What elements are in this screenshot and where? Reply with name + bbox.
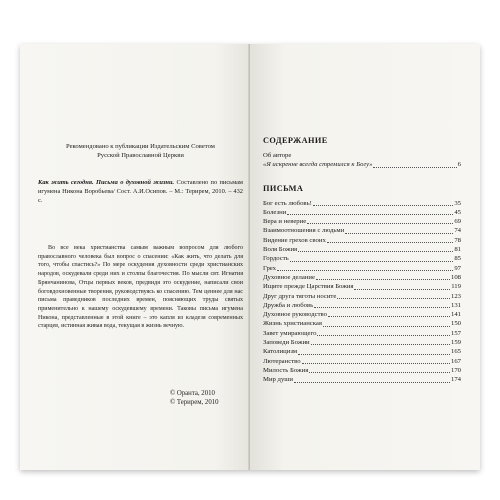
toc-item-title: Видение грехов своих: [263, 236, 326, 244]
toc-item-page: 6: [457, 161, 461, 169]
toc-item-page: 119: [451, 283, 461, 291]
toc-item: [263, 347, 461, 356]
leader-dots: [345, 233, 453, 234]
toc-item-title: Католицизм: [263, 348, 298, 356]
toc-item: [263, 292, 461, 301]
toc-item-title: Бог есть любовь!: [263, 199, 312, 207]
toc-item-title: Духовное делание: [263, 273, 315, 281]
toc-item-title: Грех: [263, 264, 277, 272]
leader-dots: [290, 261, 454, 262]
copyright-block: [170, 389, 219, 407]
toc-item-page: 170: [450, 366, 461, 374]
leader-dots: [337, 298, 450, 299]
toc-item-title: Болезни: [263, 208, 287, 216]
toc-item-title: Об авторе: [263, 152, 292, 159]
toc-item-title: Воля Божия: [263, 246, 298, 254]
leader-dots: [298, 354, 450, 355]
leader-dots: [311, 344, 450, 345]
toc-item-page: 81: [454, 246, 461, 254]
leader-dots: [277, 270, 453, 271]
approval-line: Рекомендовано к публикации Издательским Советом: [66, 143, 215, 150]
toc-item-author-quote: [263, 160, 461, 169]
left-page: [20, 44, 250, 470]
toc-item: [263, 236, 461, 245]
letters-list: [263, 199, 461, 385]
toc-item: [263, 310, 461, 319]
toc-item-title: Духовное руководство: [263, 311, 328, 319]
toc-item: [263, 273, 461, 282]
toc-item: [263, 338, 461, 347]
toc-item-page: 159: [450, 339, 461, 347]
toc-item-page: 97: [454, 264, 461, 272]
toc-item: [263, 254, 461, 263]
leader-dots: [307, 223, 453, 224]
toc-item-page: 174: [450, 376, 461, 384]
leader-dots: [373, 167, 456, 168]
toc-item-title: Милость Божия: [263, 366, 309, 374]
table-of-contents: [263, 136, 461, 385]
toc-item: [263, 301, 461, 310]
leader-dots: [294, 382, 450, 383]
toc-item-page: 108: [450, 273, 461, 281]
leader-dots: [327, 242, 454, 243]
toc-item: [263, 245, 461, 254]
toc-item-about-author: [263, 151, 461, 160]
toc-item-page: 78: [454, 236, 461, 244]
toc-item-page: 165: [450, 348, 461, 356]
toc-item-title: Гордость: [263, 255, 289, 263]
copyright-line: © Оранта, 2010: [170, 390, 215, 397]
leader-dots: [287, 214, 453, 215]
toc-item-page: 35: [454, 199, 461, 207]
toc-item: [263, 366, 461, 375]
toc-item-page: 150: [450, 320, 461, 328]
leader-dots: [316, 279, 450, 280]
toc-item: [263, 208, 461, 217]
toc-item-title: Вера и неверие: [263, 218, 307, 226]
toc-item-page: 74: [454, 227, 461, 235]
toc-item-page: 131: [450, 301, 461, 309]
toc-item-page: 167: [450, 357, 461, 365]
toc-item-title: Друг друга тяготы носите: [263, 292, 337, 300]
copyright-line: © Терирем, 2010: [170, 399, 219, 406]
toc-item-title: Завет умирающего: [263, 329, 317, 337]
toc-item-title: Взаимоотношения с людьми: [263, 227, 345, 235]
toc-item-page: 85: [454, 255, 461, 263]
toc-item: [263, 199, 461, 208]
leader-dots: [354, 289, 450, 290]
letters-heading: ПИСЬМА: [263, 183, 304, 193]
leader-dots: [328, 316, 450, 317]
leader-dots: [298, 251, 453, 252]
toc-item: [263, 357, 461, 366]
toc-item-page: 157: [450, 329, 461, 337]
toc-item-title: Мир души: [263, 376, 294, 384]
toc-item-page: 141: [450, 311, 461, 319]
book-title: Как жить сегодня. Письма о духовной жизни.: [38, 179, 175, 186]
toc-item: [263, 329, 461, 338]
toc-item: [263, 264, 461, 273]
toc-item-page: 45: [454, 208, 461, 216]
toc-item: [263, 217, 461, 226]
toc-item-page: 123: [450, 292, 461, 300]
leader-dots: [323, 326, 450, 327]
bibliographic-details: Составлено по письмам игумена Никона Воробьева/ Сост. А.И.Осипов. – М.: Терирем, 2010. – 432 с.: [38, 179, 243, 204]
leader-dots: [313, 205, 453, 206]
toc-item: [263, 282, 461, 291]
toc-item-title: Ищите прежде Царствия Божия: [263, 283, 354, 291]
toc-item: [263, 319, 461, 328]
toc-item-title: Заповеди Божии: [263, 339, 310, 347]
leader-dots: [317, 335, 450, 336]
publication-approval: [38, 142, 243, 160]
toc-item-title: Лютеранство: [263, 357, 301, 365]
approval-line: Русской Православной Церкви: [97, 152, 184, 159]
leader-dots: [314, 307, 450, 308]
leader-dots: [302, 363, 450, 364]
leader-dots: [309, 372, 450, 373]
toc-item: [263, 226, 461, 235]
bibliographic-record: [38, 178, 243, 205]
annotation-text: Во все века христианства самым важным вопросом для любого православного человека был вопрос о спасении: «Как жить, что делать для того, чтобы спастись?» По мере оскудения духовности среди христианских народов, оскудевали среди них и столпы благочестия. По мысли свт. Игнатия Брянчанинова, Отцы первых веков, предвидя это оскудение, написали свои боговдохновенные творения, руководствуясь ко спасению. Тем ценнее для нас письма праведников последних времен, поясняющих труды святых применительно к нашему оскудевшему времени. Таковы письма игумена Никона, представленные в этой книге – это капля из кладезя современных старцев, истинная живая вода, текущая в жизнь вечную.: [38, 245, 243, 330]
right-page: [250, 44, 480, 470]
contents-heading: СОДЕРЖАНИЕ: [263, 136, 328, 145]
toc-item-title: «Я искренне всегда стремился к Богу»: [263, 161, 373, 169]
toc-item: [263, 375, 461, 384]
toc-item-page: 69: [454, 218, 461, 226]
toc-item-title: Дружба и любовь: [263, 301, 314, 309]
toc-item-title: Жизнь христианская: [263, 320, 322, 328]
open-book: [20, 44, 480, 470]
